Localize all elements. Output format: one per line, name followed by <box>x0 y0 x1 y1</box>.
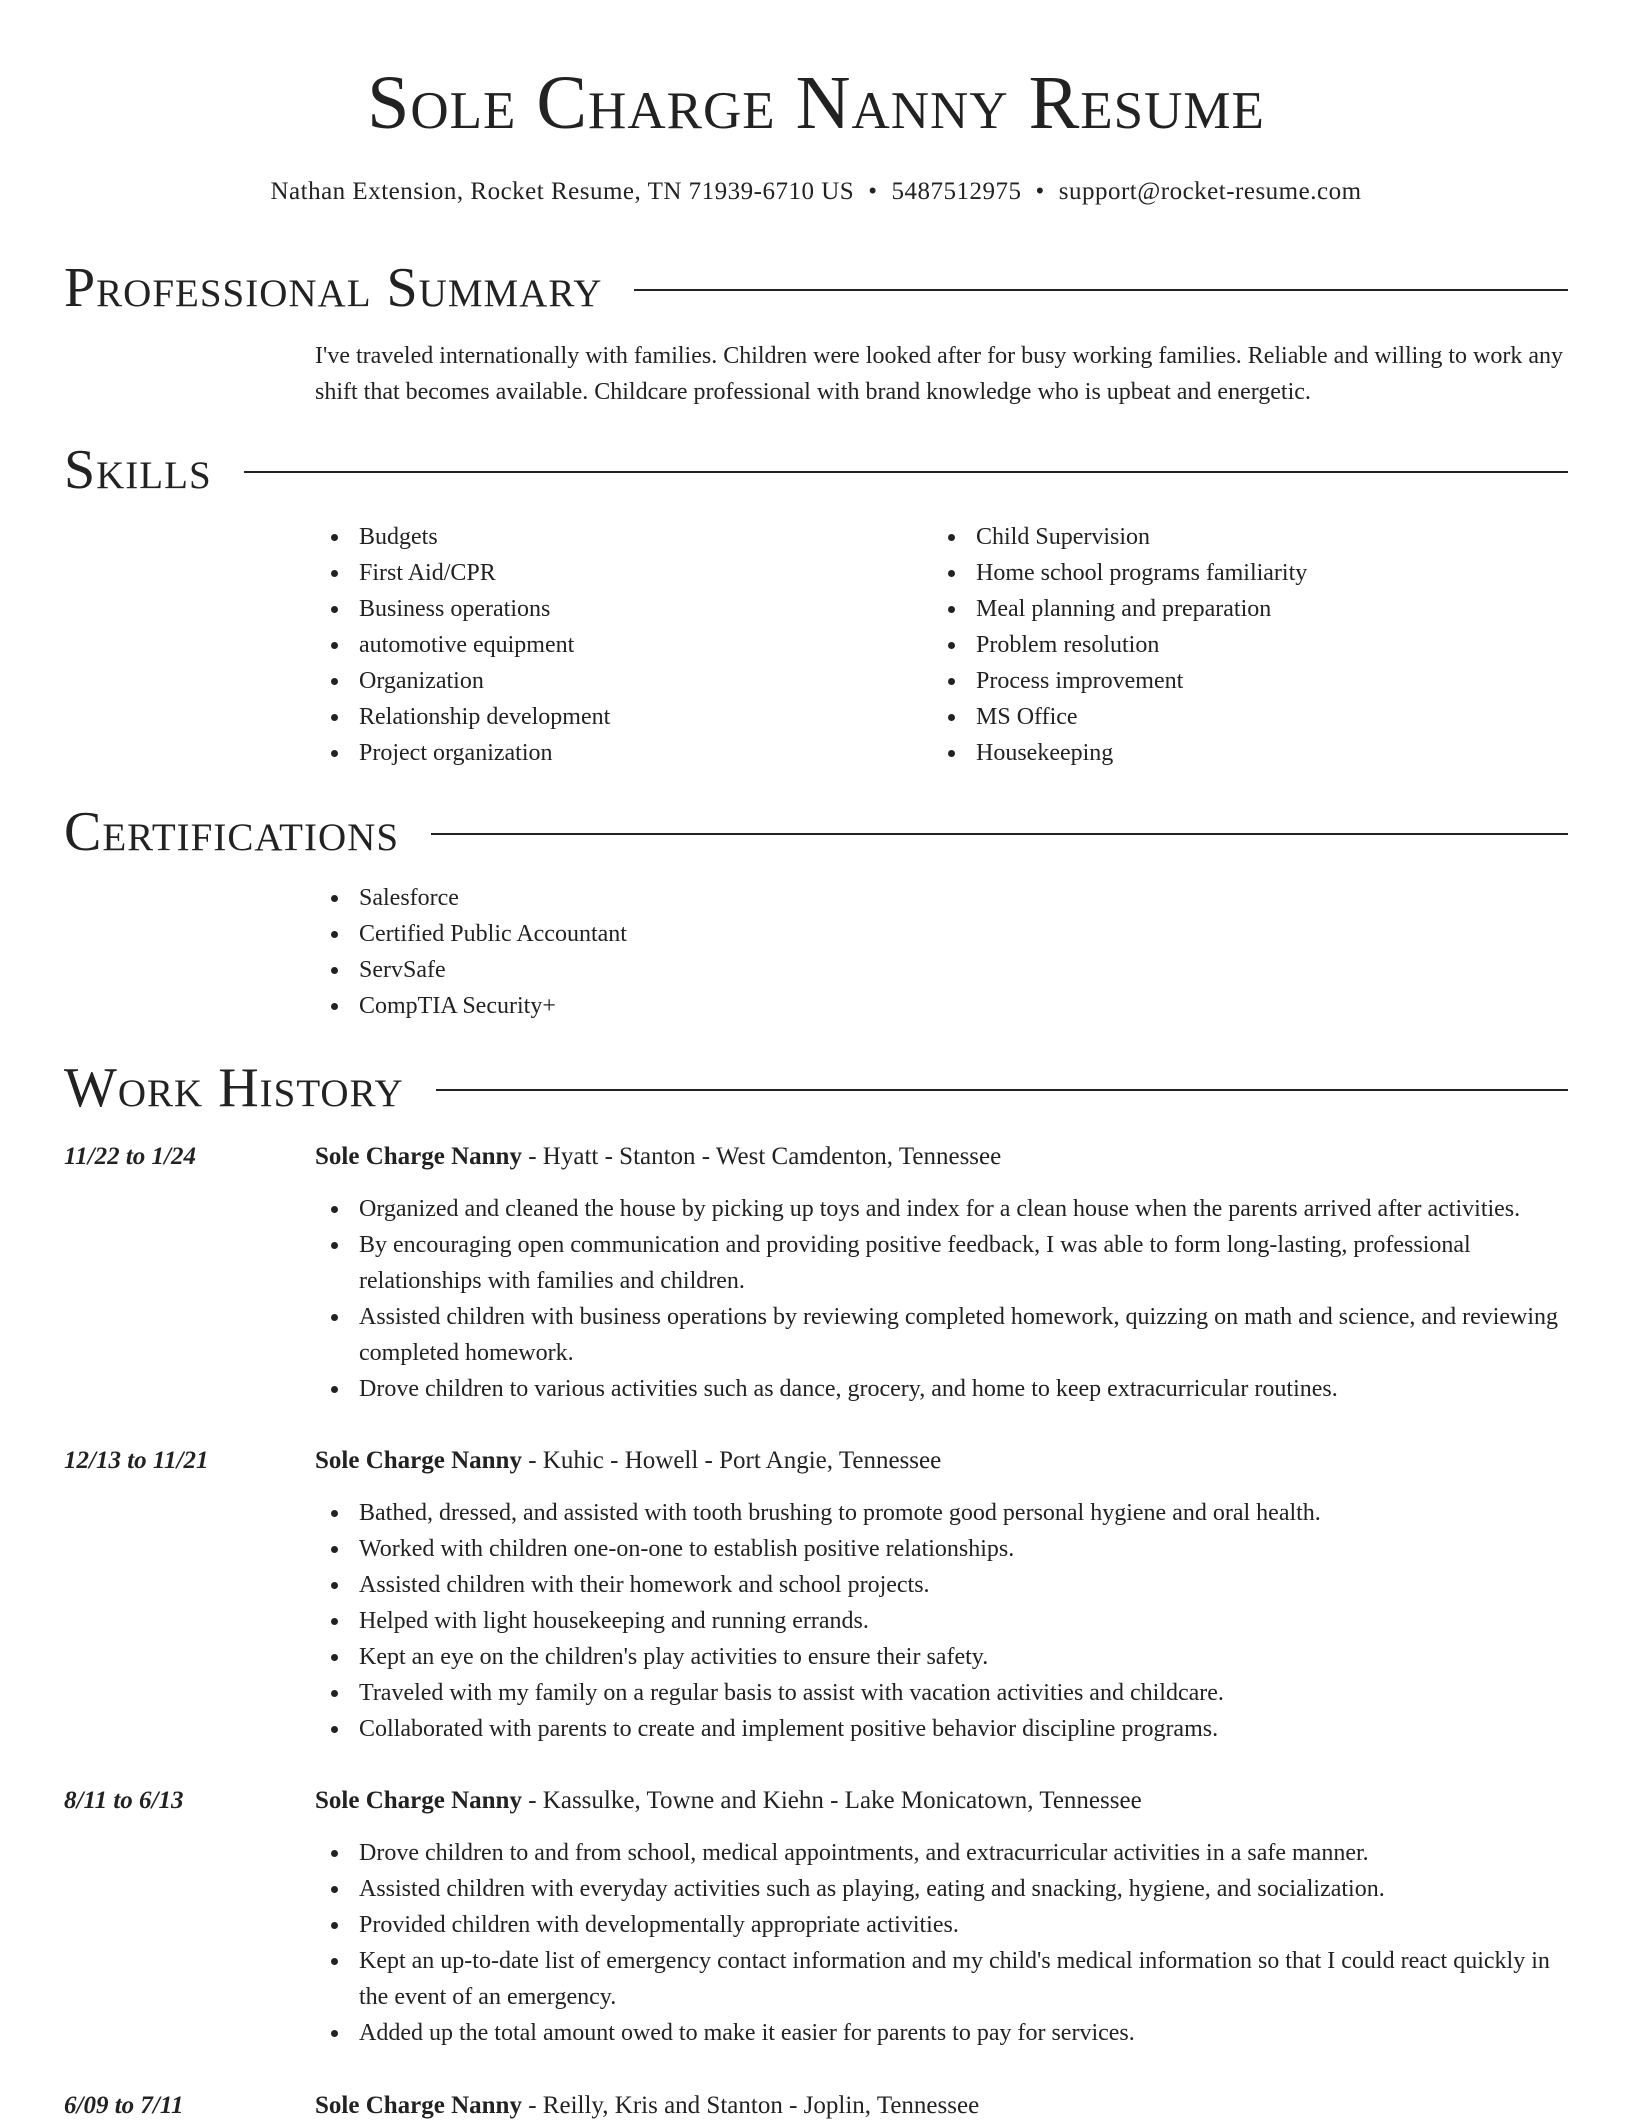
job-dates: 6/09 to 7/11 <box>64 2092 184 2119</box>
job-role: Sole Charge Nanny <box>315 1787 522 1814</box>
contact-line <box>64 174 1568 210</box>
job-bullet: Organized and cleaned the house by picking up toys and index for a clean house when the parents arrived after activities. <box>315 1191 1568 1227</box>
job-bullet: Bathed, dressed, and assisted with tooth brushing to promote good personal hygiene and oral health. <box>315 1495 1568 1531</box>
section-header-skills <box>64 438 1568 502</box>
skill-item: Housekeeping <box>932 735 1549 771</box>
section-title-certifications: Certifications <box>64 801 400 863</box>
job-role: Sole Charge Nanny <box>315 2092 522 2119</box>
job-details: - Kassulke, Towne and Kiehn - Lake Monicatown, Tennessee <box>521 1787 1142 1814</box>
certification-item: CompTIA Security+ <box>315 988 1568 1024</box>
skill-item: Process improvement <box>932 663 1549 699</box>
section-header-summary <box>64 256 1568 320</box>
job-dates: 11/22 to 1/24 <box>64 1143 196 1170</box>
job-bullet: Collaborated with parents to create and implement positive behavior discipline programs. <box>315 1711 1568 1747</box>
section-title-skills: Skills <box>64 439 212 501</box>
skill-item: Organization <box>315 663 932 699</box>
job-bullets <box>315 1495 1568 1747</box>
skill-item: Budgets <box>315 519 932 555</box>
section-divider <box>436 1089 1568 1091</box>
certification-item: Certified Public Accountant <box>315 916 1568 952</box>
job-details: - Reilly, Kris and Stanton - Joplin, Tennessee <box>521 2092 980 2119</box>
job-bullet: Traveled with my family on a regular basis to assist with vacation activities and childcare. <box>315 1675 1568 1711</box>
job-heading <box>315 1139 1001 1175</box>
certification-item: ServSafe <box>315 952 1568 988</box>
skill-item: Project organization <box>315 735 932 771</box>
skill-item: First Aid/CPR <box>315 555 932 591</box>
job-bullet: Provided children with developmentally appropriate activities. <box>315 1907 1568 1943</box>
job-bullet: Drove children to and from school, medical appointments, and extracurricular activities in a safe manner. <box>315 1835 1568 1871</box>
job-details: - Kuhic - Howell - Port Angie, Tennessee <box>521 1447 942 1474</box>
job-bullet: Worked with children one-on-one to establish positive relationships. <box>315 1531 1568 1567</box>
job-bullets <box>315 1835 1568 2051</box>
section-divider <box>431 833 1568 835</box>
job-dates: 12/13 to 11/21 <box>64 1447 209 1474</box>
skill-item: Problem resolution <box>932 627 1549 663</box>
section-divider <box>244 471 1568 473</box>
skill-item: Relationship development <box>315 699 932 735</box>
job-dates: 8/11 to 6/13 <box>64 1787 184 1814</box>
job-bullet: Assisted children with business operations by reviewing completed homework, quizzing on math and science, and reviewing completed homework. <box>315 1299 1568 1371</box>
job-bullet: Assisted children with everyday activities such as playing, eating and snacking, hygiene, and socialization. <box>315 1871 1568 1907</box>
summary-block <box>315 338 1568 410</box>
section-title-summary: Professional Summary <box>64 257 603 319</box>
contact-email: support@rocket-resume.com <box>1058 178 1362 205</box>
skills-column-left <box>315 519 932 771</box>
skill-item: Child Supervision <box>932 519 1549 555</box>
job-bullet: Kept an eye on the children's play activities to ensure their safety. <box>315 1639 1568 1675</box>
job-bullet: Added up the total amount owed to make it easier for parents to pay for services. <box>315 2015 1568 2051</box>
job-bullet: Helped with light housekeeping and running errands. <box>315 1603 1568 1639</box>
contact-separator: • <box>868 178 878 205</box>
section-divider <box>634 289 1568 291</box>
job-bullets <box>315 1191 1568 1407</box>
job-details: - Hyatt - Stanton - West Camdenton, Tennessee <box>521 1143 1002 1170</box>
job-bullet: By encouraging open communication and providing positive feedback, I was able to form long-lasting, professional relationships with families and children. <box>315 1227 1568 1299</box>
resume-title: Sole Charge Nanny Resume <box>367 61 1265 145</box>
skill-item: MS Office <box>932 699 1549 735</box>
job-heading <box>315 1783 1142 1819</box>
skill-item: Meal planning and preparation <box>932 591 1549 627</box>
contact-separator: • <box>1035 178 1045 205</box>
certifications-block <box>315 880 1568 1024</box>
job-bullet: Kept an up-to-date list of emergency contact information and my child's medical information so that I could react quickly in the event of an emergency. <box>315 1943 1568 2015</box>
summary-text: I've traveled internationally with families. Children were looked after for busy working families. Reliable and willing to work any shift that becomes available. Childcare professional with brand knowledge who is upbeat and energetic. <box>315 343 1563 405</box>
job-bullet: Assisted children with their homework and school projects. <box>315 1567 1568 1603</box>
section-header-work-history <box>64 1056 1568 1120</box>
skills-block <box>315 519 1568 771</box>
section-header-certifications <box>64 800 1568 864</box>
skill-item: Home school programs familiarity <box>932 555 1549 591</box>
job-role: Sole Charge Nanny <box>315 1447 522 1474</box>
job-bullet: Drove children to various activities such as dance, grocery, and home to keep extracurricular routines. <box>315 1371 1568 1407</box>
skill-item: automotive equipment <box>315 627 932 663</box>
job-heading <box>315 2088 979 2124</box>
job-heading <box>315 1443 941 1479</box>
contact-phone: 5487512975 <box>891 178 1022 205</box>
certification-item: Salesforce <box>315 880 1568 916</box>
contact-address: Nathan Extension, Rocket Resume, TN 71939-6710 US <box>270 178 855 205</box>
job-role: Sole Charge Nanny <box>315 1143 522 1170</box>
section-title-work-history: Work History <box>64 1057 404 1119</box>
skills-column-right <box>932 519 1549 771</box>
skill-item: Business operations <box>315 591 932 627</box>
